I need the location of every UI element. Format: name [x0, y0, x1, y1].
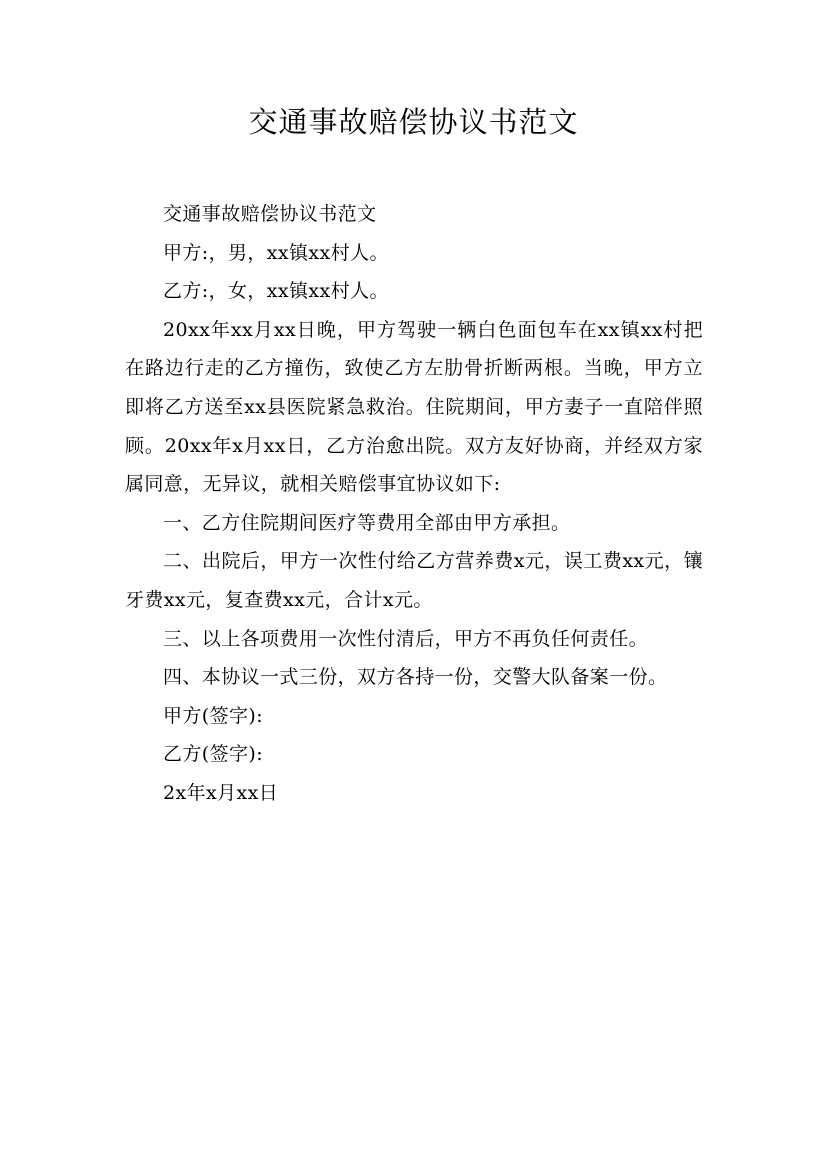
document-title: 交通事故赔偿协议书范文	[248, 105, 579, 139]
clause-2-paragraph: 二、出院后，甲方一次性付给乙方营养费x元，误工费xx元，镶牙费xx元，复查费xx元，合计x元。	[125, 550, 703, 611]
incident-paragraph: 20xx年xx月xx日晚，甲方驾驶一辆白色面包车在xx镇xx村把在路边行走的乙方撞伤，致使乙方左肋骨折断两根。当晚，甲方立即将乙方送至xx县医院紧急救治。住院期间，甲方妻子一直陪伴照顾。20xx年x月xx日，乙方治愈出院。双方友好协商，并经双方家属同意，无异议，就相关赔偿事宜协议如下:	[125, 318, 703, 496]
clause-4-paragraph: 四、本协议一式三份，双方各持一份，交警大队备案一份。	[163, 666, 668, 689]
clause-1-paragraph: 一、乙方住院期间医疗等费用全部由甲方承担。	[163, 511, 571, 534]
party-b-paragraph: 乙方:，女，xx镇xx村人。	[163, 280, 389, 303]
document-body	[125, 195, 703, 813]
date-line: 2x年x月xx日	[163, 781, 279, 804]
subtitle-paragraph: 交通事故赔偿协议书范文	[163, 203, 377, 225]
party-a-paragraph: 甲方:，男，xx镇xx村人。	[163, 241, 389, 264]
party-b-signature-line: 乙方(签字):	[163, 743, 264, 766]
party-a-signature-line: 甲方(签字):	[163, 704, 264, 727]
clause-3-paragraph: 三、以上各项费用一次性付清后，甲方不再负任何责任。	[163, 627, 649, 650]
